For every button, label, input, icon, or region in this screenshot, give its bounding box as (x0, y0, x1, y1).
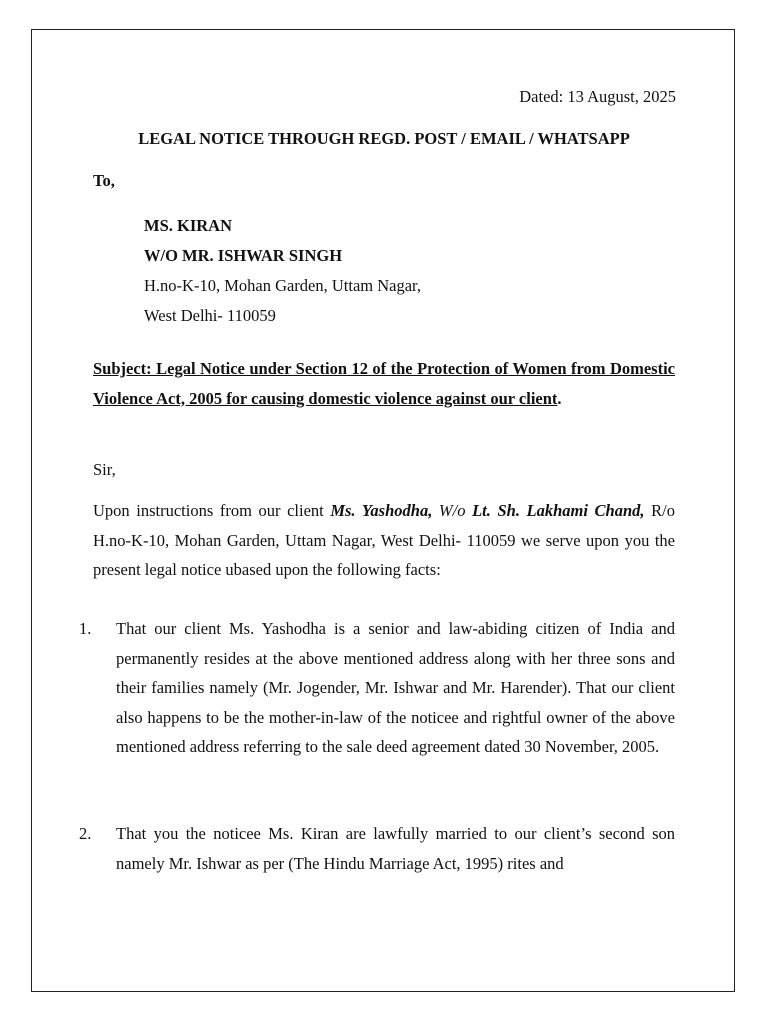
subject-period: . (557, 388, 562, 408)
addressee-address-line-1: H.no-K-10, Mohan Garden, Uttam Nagar, (144, 276, 422, 295)
name-comma: , (640, 501, 645, 520)
subject-paragraph (93, 354, 675, 413)
notice-title: LEGAL NOTICE THROUGH REGD. POST / EMAIL / WHATSAPP (138, 129, 630, 148)
list-item (79, 819, 675, 878)
list-item (79, 614, 675, 762)
list-item-number: 1. (79, 619, 92, 638)
list-item-text: That you the noticee Ms. Kiran are lawfully married to our client’s second son namely Mr. Ishwar as per (The Hindu Marriage Act, 1995) rites and (116, 824, 675, 873)
intro-prefix: Upon instructions from our client (93, 501, 331, 520)
addressee-address-line-2: West Delhi- 110059 (144, 306, 276, 325)
addressee-block (144, 211, 421, 331)
client-name: Ms. Yashodha, (330, 501, 433, 520)
salutation: Sir, (93, 460, 116, 479)
addressee-relation: W/O MR. ISHWAR SINGH (144, 246, 343, 265)
list-item-text: That our client Ms. Yashodha is a senior and law-abiding citizen of India and permanently resides at the above mentioned address along with her three sons and their families namely (Mr. Jogender, Mr. Ishwar and Mr. Harender). That our client also happens to be the mother-in-law of the noticee and rightful owner of the above mentioned address referring to the sale deed agreement dated 30 November, 2005. (116, 619, 675, 756)
intro-rest: R/o H.no-K-10, Mohan Garden, Uttam Nagar, West Delhi- 110059 we serve upon you the present legal notice ubased upon the following facts: (93, 501, 675, 579)
list-item-number: 2. (79, 824, 92, 843)
subject-text: Subject: Legal Notice under Section 12 of the Protection of Women from Domestic Violence Act, 2005 for causing domestic violence against our client (93, 359, 675, 408)
date-line: Dated: 13 August, 2025 (519, 87, 676, 106)
late-husband-name: Lt. Sh. Lakhami Chand (472, 501, 641, 520)
to-label: To, (93, 171, 115, 190)
wife-of-label: W/o (432, 501, 473, 520)
intro-paragraph (93, 496, 675, 585)
addressee-name: MS. KIRAN (144, 216, 233, 235)
